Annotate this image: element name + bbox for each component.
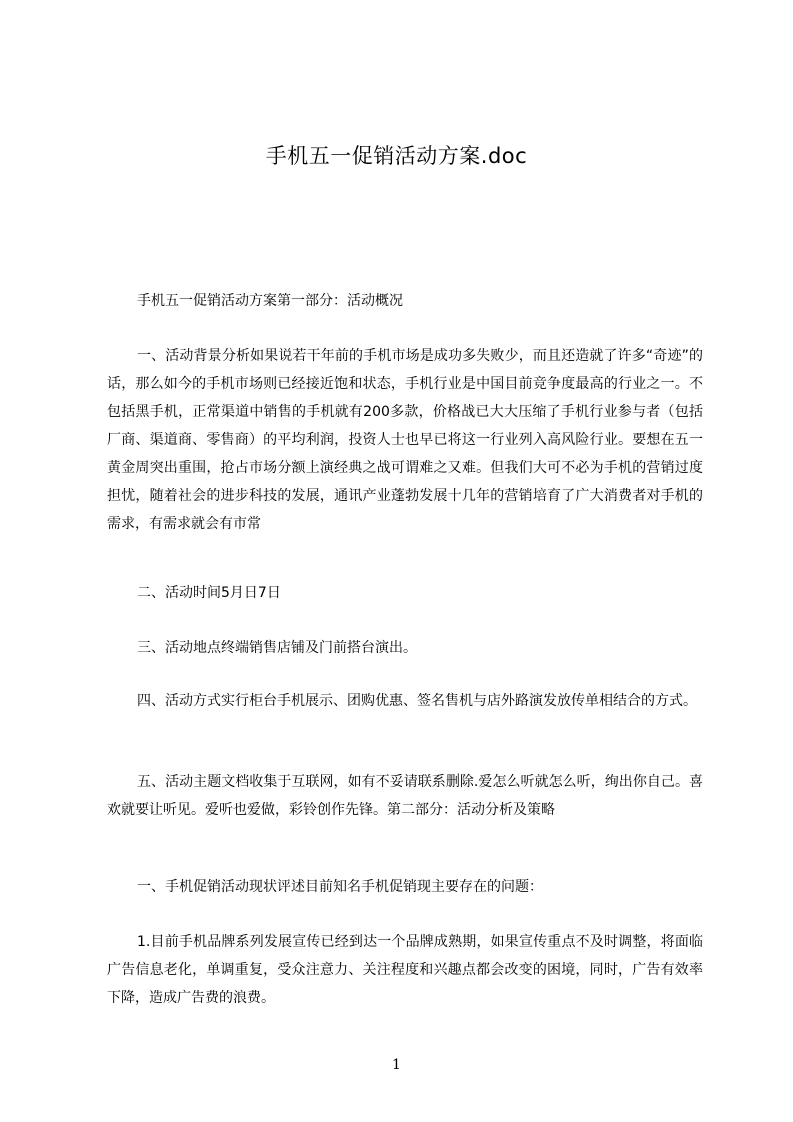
- paragraph-problem-1: 1.目前手机品牌系列发展宣传已经到达一个品牌成熟期，如果宣传重点不及时调整，将面临广告信息老化，单调重复，受众注意力、关注程度和兴趣点都会改变的困境，同时，广告有效率下降，造成广告费的浪费。: [107, 934, 703, 1006]
- paragraph-promotion-status: 一、手机促销活动现状评述目前知名手机促销现主要存在的问题：: [137, 879, 543, 895]
- page-number: 1: [392, 1057, 401, 1073]
- section-heading-overview: 手机五一促销活动方案第一部分：活动概况: [137, 293, 403, 309]
- paragraph-activity-location: 三、活动地点终端销售店铺及门前搭台演出。: [137, 640, 417, 656]
- paragraph-activity-theme: 五、活动主题文档收集于互联网，如有不妥请联系删除.爱怎么听就怎么听，绚出你自己。喜欢就要让听见。爱听也爱做，彩铃创作先锋。第二部分：活动分析及策略: [107, 774, 703, 818]
- paragraph-activity-time: 二、活动时间5月日7日: [137, 585, 281, 601]
- document-title: 手机五一促销活动方案.doc: [265, 144, 528, 168]
- paragraph-activity-method: 四、活动方式实行柜台手机展示、团购优惠、签名售机与店外路演发放传单相结合的方式。: [137, 693, 697, 709]
- paragraph-background-analysis: 一、活动背景分析如果说若干年前的手机市场是成功多失败少，而且还造就了许多“奇迹”的话，那么如今的手机市场则已经接近饱和状态，手机行业是中国目前竞争度最高的行业之一。不包括黑手机，正常渠道中销售的手机就有200多款，价格战已大大压缩了手机行业参与者（包括厂商、渠道商、零售商）的平均利润，投资人士也早已将这一行业列入高风险行业。要想在五一黄金周突出重围，抢占市场分额上演经典之战可谓难之又难。但我们大可不必为手机的营销过度担忧，随着社会的进步科技的发展，通讯产业蓬勃发展十几年的营销培育了广大消费者对手机的需求，有需求就会有市常: [107, 348, 703, 532]
